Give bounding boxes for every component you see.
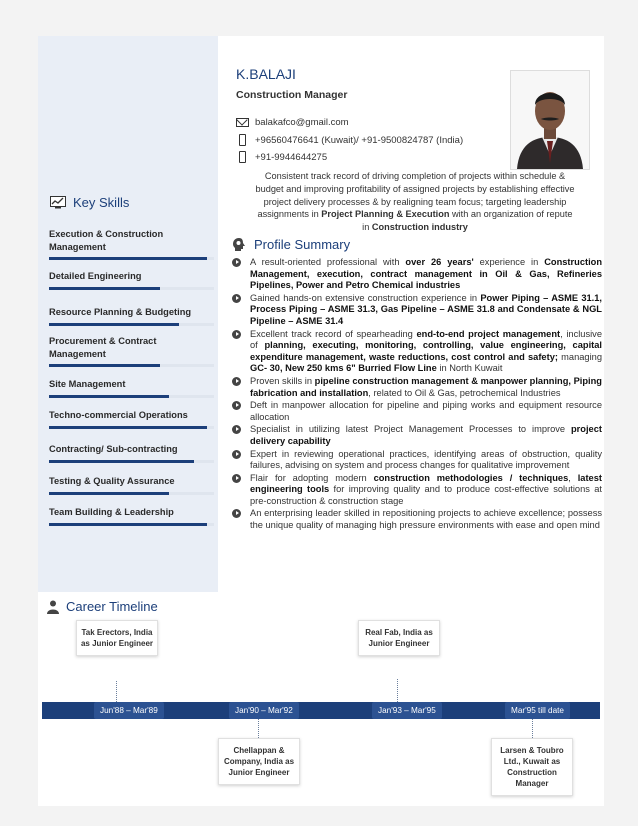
career-timeline-title: Career Timeline — [66, 599, 158, 614]
skill-level-fill — [49, 323, 179, 326]
skill-label: Resource Planning & Budgeting — [49, 307, 192, 317]
bullet-text: Gained hands-on extensive construction experience in — [250, 292, 481, 303]
bullet-text: , inclusive of — [250, 328, 602, 351]
email-row — [236, 117, 349, 128]
bullet-text: Excellent track record of spearheading — [250, 328, 417, 339]
bullet-emphasis: Construction Management, execution, contract management in Oil & Gas, Refineries Pipelines, Power and Petro Chemical industries — [250, 257, 603, 291]
skill-level-fill — [49, 395, 169, 398]
profile-bullet — [230, 508, 602, 531]
summary-line — [230, 208, 600, 221]
skill-label: Procurement & Contract Management — [49, 336, 157, 359]
timeline-period-3: Jan'93 – Mar'95 — [372, 702, 442, 719]
timeline-connector — [116, 681, 117, 702]
play-bullet-icon — [232, 474, 241, 483]
bullet-text: Flair for adopting modern — [250, 472, 374, 483]
timeline-connector — [258, 719, 259, 738]
skill-level-fill — [49, 287, 160, 290]
bullet-text: , related to Oil & Gas, petrochemical Industries — [368, 387, 561, 398]
timeline-period-2: Jan'90 – Mar'92 — [229, 702, 299, 719]
bullet-emphasis: latest engineering tools — [250, 472, 602, 495]
summary-text: with an organization of repute — [449, 209, 573, 220]
profile-summary-heading — [232, 237, 350, 252]
profile-summary-title: Profile Summary — [254, 237, 351, 252]
bullet-text: , — [568, 472, 578, 483]
bullet-text: experience in — [473, 257, 545, 267]
skill-label: Site Management — [49, 379, 126, 389]
summary-line: project delivery processes & by realigning team focus; targeting leadership — [263, 196, 567, 207]
envelope-icon — [236, 118, 249, 127]
bullet-emphasis: construction methodologies / techniques — [373, 472, 569, 483]
profile-bullet — [230, 473, 602, 508]
play-bullet-icon — [232, 509, 241, 518]
play-bullet-icon — [232, 401, 241, 410]
skill-level-bar — [49, 287, 214, 290]
bullet-text: for improving quality and to produce cost-effective solutions at pre-construction & construction stage — [250, 484, 602, 506]
bullet-emphasis: end-to-end project management — [416, 328, 561, 339]
skill-level-bar — [49, 257, 214, 260]
play-bullet-icon — [232, 330, 241, 339]
summary-line: Consistent track record of driving completion of projects within schedule & — [264, 171, 566, 181]
skill-level-fill — [49, 492, 169, 495]
skill-label: Contracting/ Sub-contracting — [49, 444, 178, 454]
candidate-role: Construction Manager — [236, 89, 348, 101]
skill-level-fill — [49, 257, 207, 260]
career-timeline-heading — [46, 599, 158, 614]
bullet-text: Proven skills in — [250, 375, 315, 386]
bullet-text: Deft in manpower allocation for pipeline and piping works and equipment resource allocation — [250, 400, 602, 422]
skill-level-bar — [49, 364, 214, 367]
bullet-text: An enterprising leader skilled in repositioning projects to achieve excellence; possess the unique quality of managing high pressure environments with ease and open mind — [250, 508, 602, 531]
bullet-text: Specialist in utilizing latest Project Management Processes to improve — [250, 424, 571, 435]
bullet-emphasis: over 26 years' — [405, 257, 474, 267]
timeline-period-4: Mar'95 till date — [505, 702, 570, 719]
head-gear-icon — [232, 237, 246, 252]
skill-level-fill — [49, 364, 160, 367]
key-skills-heading — [50, 195, 129, 210]
summary-paragraph — [230, 170, 600, 234]
summary-text: in — [362, 222, 372, 233]
profile-bullet — [230, 376, 602, 399]
summary-emphasis: Construction industry — [371, 222, 468, 233]
bullet-text: managing — [557, 351, 602, 362]
bullet-text: in North Kuwait — [436, 363, 503, 374]
play-bullet-icon — [232, 425, 241, 434]
skill-level-fill — [49, 426, 207, 429]
profile-bullet — [230, 329, 602, 375]
play-bullet-icon — [232, 258, 241, 267]
resume-page — [38, 36, 604, 806]
phone-row-2 — [236, 151, 327, 163]
key-skills-title: Key Skills — [73, 195, 130, 210]
bullet-emphasis: project delivery capability — [250, 424, 602, 446]
candidate-name: K.BALAJI — [236, 66, 296, 82]
skill-level-fill — [49, 460, 194, 463]
email-text[interactable]: balakafco@gmail.com — [255, 117, 349, 128]
phone-row-1 — [236, 134, 463, 146]
skill-label: Techno-commercial Operations — [49, 410, 188, 420]
employer-card-4: Larsen & Toubro Ltd., Kuwait as Construction Manager — [491, 738, 573, 796]
bullet-emphasis: Power Piping – ASME 31.1, Process Piping – ASME 31.3, Gas Pipeline – ASME 31.8 and Condensate & NGL Pipeline – ASME 31.4 — [250, 292, 602, 326]
skill-level-fill — [49, 523, 207, 526]
phone-icon — [239, 151, 246, 163]
bullet-emphasis: GC- 30, New 250 kms 6" Burried Flow Line — [250, 363, 437, 374]
timeline-connector — [532, 719, 533, 738]
skill-level-bar — [49, 523, 214, 526]
skill-level-bar — [49, 460, 214, 463]
person-icon — [46, 600, 60, 614]
skill-level-bar — [49, 395, 214, 398]
skill-level-bar — [49, 426, 214, 429]
employer-card-1: Tak Erectors, India as Junior Engineer — [76, 620, 158, 656]
bullet-emphasis: pipeline construction management & manpower planning, Piping fabrication and installation — [250, 375, 602, 398]
phone-text-1: +96560476641 (Kuwait)/ +91-9500824787 (India) — [255, 134, 464, 146]
profile-bullet — [230, 424, 602, 447]
timeline-period-1: Jun'88 – Mar'89 — [94, 702, 164, 719]
portrait-image — [511, 71, 589, 169]
phone-text-2: +91-9944644275 — [255, 151, 328, 163]
summary-text: assignments in — [257, 209, 322, 220]
summary-line — [230, 221, 600, 234]
skill-label: Team Building & Leadership — [49, 507, 174, 517]
chart-icon — [50, 196, 66, 209]
skill-level-bar — [49, 492, 214, 495]
skill-label: Testing & Quality Assurance — [49, 476, 175, 486]
skill-level-bar — [49, 323, 214, 326]
timeline-connector — [397, 679, 398, 702]
play-bullet-icon — [232, 294, 241, 303]
summary-line: budget and improving profitability of assigned projects by establishing effective — [255, 183, 575, 194]
play-bullet-icon — [232, 377, 241, 386]
profile-bullet — [230, 400, 602, 423]
skill-label: Detailed Engineering — [49, 271, 142, 281]
employer-card-3: Real Fab, India as Junior Engineer — [358, 620, 440, 656]
profile-bullet — [230, 257, 602, 292]
bullet-text: Expert in reviewing operational practices, identifying areas of obstruction, quality failures, advising on system and process changes for qualitative improvement — [250, 448, 602, 471]
bullet-text: A result-oriented professional with — [250, 257, 406, 267]
employer-card-2: Chellappan & Company, India as Junior Engineer — [218, 738, 300, 785]
summary-emphasis: Project Planning & Execution — [321, 209, 450, 220]
profile-bullet — [230, 449, 602, 472]
phone-icon — [239, 134, 246, 146]
profile-bullet-list — [230, 257, 602, 533]
skill-label: Execution & Construction Management — [49, 229, 164, 252]
play-bullet-icon — [232, 450, 241, 459]
profile-photo — [510, 70, 590, 170]
profile-bullet — [230, 293, 602, 328]
bullet-emphasis: planning, executing, monitoring, controlling, value engineering, capital expenditure management, waste reductions, cost control and safety; — [250, 340, 602, 362]
